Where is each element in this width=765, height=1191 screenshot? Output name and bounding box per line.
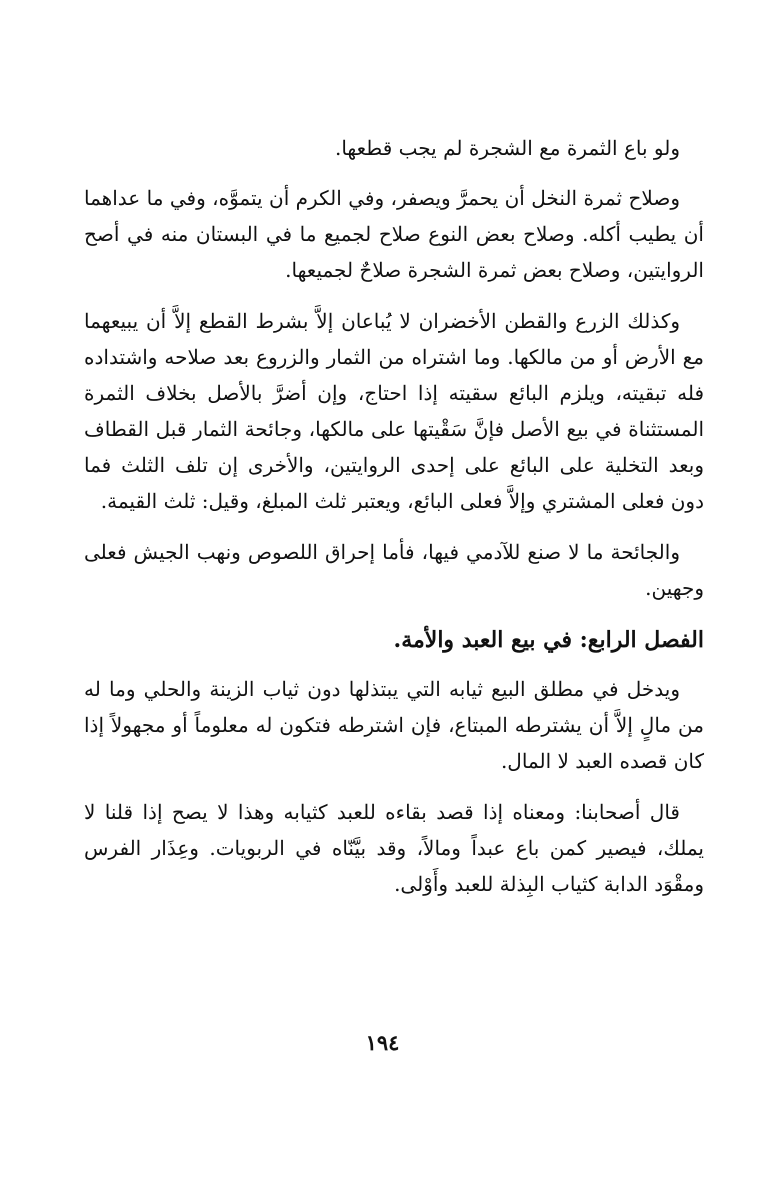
paragraph-fruit-with-tree: ولو باع الثمرة مع الشجرة لم يجب قطعها. [334, 136, 680, 160]
paragraph-crops-sale: وكذلك الزرع والقطن الأخضران لا يُباعان إلاَّ بشرط القطع إلاَّ أن يبيعهما مع الأرض أو من مالكها. وما اشتراه من الثمار والزروع بعد صلاحه واشتداده فله تبقيته، ويلزم البائع سقيته إذا احتاج، وإن أضرَّ بالأصل بخلاف الثمرة المستثناة في بيع الأصل فإنَّ سَقْيتها على مالكها، وجائحة الثمار قبل القطاف وبعد التخلية على البائع على إحدى الروايتين، والأخرى إن تلف الثلث فما دون فعلى المشتري وإلاَّ فعلى البائع، ويعتبر ثلث المبلغ، وقيل: ثلث القيمة. [84, 309, 704, 513]
paragraph-calamity-definition: والجائحة ما لا صنع للآدمي فيها، فأما إحراق اللصوص ونهب الجيش فعلى وجهين. [84, 540, 704, 600]
paragraph-fruit-ripeness: وصلاح ثمرة النخل أن يحمرَّ ويصفر، وفي الكرم أن يتموَّه، وفي ما عداهما أن يطيب أكله. وصلاح بعض النوع صلاح لجميع ما في البستان منه في أصح الروايتين، وصلاح بعض ثمرة الشجرة صلاحٌ لجميعها. [84, 186, 704, 282]
chapter-heading: الفصل الرابع: في بيع العبد والأمة. [393, 627, 704, 653]
paragraph-slave-sale: ويدخل في مطلق البيع ثيابه التي يبتذلها دون ثياب الزينة والحلي وما له من مالٍ إلاَّ أن يشترطه المبتاع، فإن اشترطه فتكون له معلوماً أو مجهولاً إذا كان قصده العبد لا المال. [84, 677, 704, 773]
page-number: ١٩٤ [365, 1030, 400, 1055]
book-page-text [84, 130, 704, 917]
paragraph-companions-opinion: قال أصحابنا: ومعناه إذا قصد بقاءه للعبد كثيابه وهذا لا يصح إذا قلنا لا يملك، فيصير كمن باع عبداً ومالاً، وقد بيَّنّاه في الربويات. وعِذَار الفرس ومقْوَد الدابة كثياب البِذلة للعبد وأَوْلى. [84, 800, 704, 896]
